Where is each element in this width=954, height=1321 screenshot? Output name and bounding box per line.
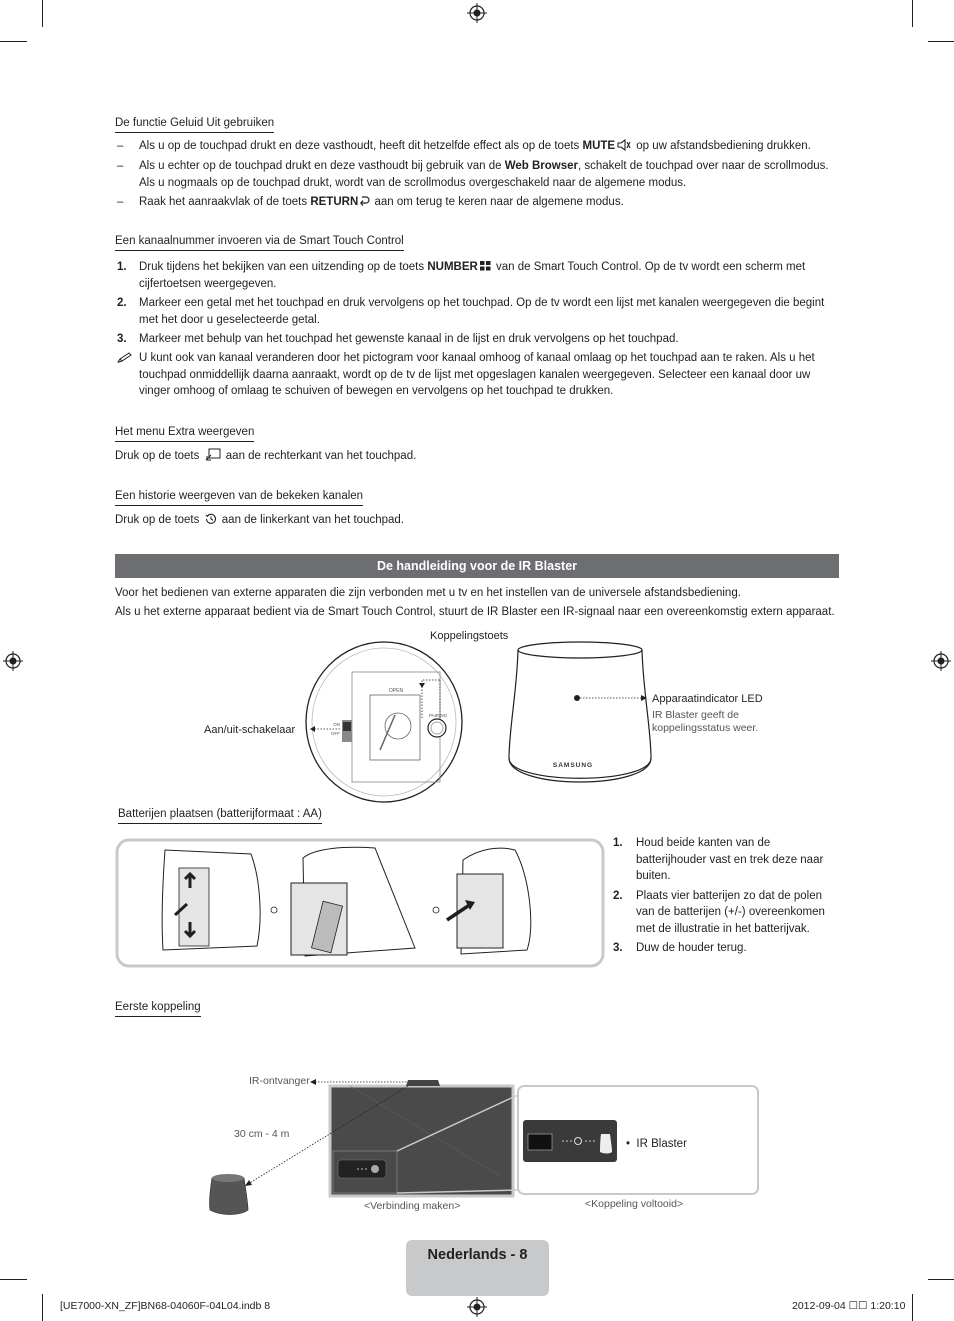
label-ir-receiver: IR-ontvanger [249, 1075, 310, 1087]
battery-illustration [115, 838, 607, 968]
page-number: Nederlands - 8 [427, 1247, 528, 1263]
extra-menu-icon [205, 448, 221, 461]
history-text: Druk op de toets aan de linkerkant van het touchpad. [115, 514, 404, 526]
label-ir-blaster-bullet: • IR Blaster [626, 1138, 687, 1150]
crop-mark [42, 0, 43, 27]
label-pairing-button: Koppelingstoets [430, 630, 509, 642]
list-item: – Als u echter op de touchpad drukt en deze vasthoudt bij gebruik van de Web Browser, schakelt de touchpad over naar de scrollmodus. Als u nogmaals op de touchpad drukt, wordt van de scrollmodus overgeschakeld naar de algemene modus. [117, 160, 829, 189]
crop-mark [912, 1294, 913, 1321]
crop-mark [912, 0, 913, 27]
footer-file-info: [UE7000-XN_ZF]BN68-04060F-04L04.indb 8 [60, 1300, 271, 1312]
svg-text:OFF: OFF [331, 731, 340, 736]
section-heading-mute: De functie Geluid Uit gebruiken [115, 115, 274, 133]
registration-mark-icon [467, 3, 487, 23]
svg-text:ON: ON [333, 722, 340, 727]
crop-mark [928, 1279, 954, 1280]
caption-done: <Koppeling voltooid> [585, 1198, 684, 1210]
ir-blaster-front-view [505, 640, 655, 805]
registration-mark-icon [467, 1297, 487, 1317]
extra-text: Druk op de toets aan de rechterkant van het touchpad. [115, 450, 417, 462]
battery-steps [613, 835, 841, 960]
section-heading-history: Een historie weergeven van de bekeken kanalen [115, 488, 363, 506]
history-clock-icon [205, 513, 217, 525]
svg-text:SAMSUNG: SAMSUNG [552, 762, 594, 769]
number-grid-icon [480, 261, 491, 271]
section-heading-channel: Een kanaalnummer invoeren via de Smart Touch Control [115, 233, 404, 251]
return-icon [359, 195, 370, 206]
label-led-description: IR Blaster geeft de koppelingsstatus weer. [652, 709, 759, 734]
section-heading-pairing: Eerste koppeling [115, 999, 201, 1017]
crop-mark [42, 1294, 43, 1321]
label-led: Apparaatindicator LED [652, 693, 763, 705]
list-item: 1. Houd beide kanten van de batterijhouder vast en trek deze naar buiten. [613, 837, 824, 882]
note-pencil-icon [117, 352, 133, 364]
crop-mark [928, 41, 954, 42]
registration-mark-icon [931, 651, 951, 671]
crop-mark [0, 41, 27, 42]
section-heading-batteries: Batterijen plaatsen (batterijformaat : AA) [118, 806, 322, 824]
section-bar-ir-blaster: De handleiding voor de IR Blaster [115, 554, 839, 578]
list-item: 2. Plaats vier batterijen zo dat de polen van de batterijen (+/-) overeenkomen met de illustratie in het batterijvak. [613, 889, 825, 935]
registration-mark-icon [3, 651, 23, 671]
label-distance: 30 cm - 4 m [234, 1128, 290, 1140]
svg-text:PAIRING: PAIRING [428, 713, 448, 718]
list-item: 3. Duw de houder terug. [613, 942, 747, 954]
footer-timestamp: 2012-09-04 ☐☐ 1:20:10 [792, 1300, 906, 1312]
ir-intro-line: Voor het bedienen van externe apparaten die zijn verbonden met u tv en het instellen van de universele afstandsbediening. [115, 587, 741, 599]
ir-blaster-bottom-view [300, 640, 475, 805]
section-heading-extra: Het menu Extra weergeven [115, 424, 254, 442]
label-power-switch: Aan/uit-schakelaar [204, 724, 296, 736]
crop-mark [0, 1279, 27, 1280]
mute-icon [617, 139, 631, 151]
ir-intro-line: Als u het externe apparaat bedient via de Smart Touch Control, stuurt de IR Blaster een IR-signaal naar een overeenkomstig extern apparaat. [115, 606, 835, 618]
caption-connect: <Verbinding maken> [364, 1200, 461, 1212]
svg-text:OPEN: OPEN [388, 688, 404, 694]
